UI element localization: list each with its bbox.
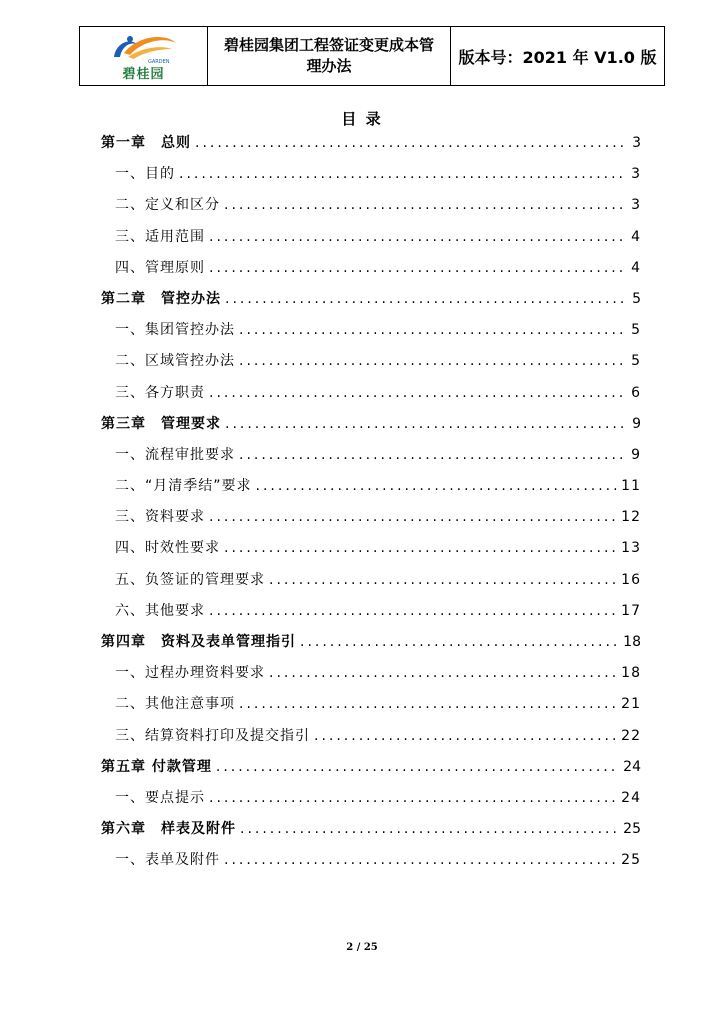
toc-entry-label: 第五章 付款管理 bbox=[101, 758, 212, 775]
toc-section-entry[interactable] bbox=[101, 689, 641, 720]
toc-section-entry[interactable] bbox=[101, 565, 641, 596]
toc-entry-label: 六、其他要求 bbox=[115, 602, 205, 619]
toc-entry-page: 13 bbox=[621, 540, 641, 557]
toc-section-entry[interactable] bbox=[101, 533, 641, 564]
toc-entry-label: 四、管理原则 bbox=[115, 259, 205, 276]
toc-entry-page: 5 bbox=[631, 322, 641, 339]
toc-entry-page: 9 bbox=[631, 446, 641, 463]
toc-entry-page: 17 bbox=[621, 602, 641, 619]
document-header bbox=[79, 26, 665, 86]
toc-dot-leader bbox=[300, 627, 619, 658]
toc-dot-leader bbox=[239, 440, 627, 471]
toc-entry-page: 21 bbox=[621, 696, 641, 713]
toc-entry-label: 第一章 总则 bbox=[101, 135, 191, 151]
toc-dot-leader bbox=[209, 783, 617, 814]
toc-entry-page: 25 bbox=[623, 821, 641, 838]
toc-section-entry[interactable] bbox=[101, 658, 641, 689]
toc-entry-page: 16 bbox=[621, 571, 641, 588]
toc-entry-label: 三、适用范围 bbox=[115, 228, 205, 245]
logo-cell bbox=[80, 27, 207, 85]
toc-entry-label: 二、其他注意事项 bbox=[115, 696, 235, 713]
toc-dot-leader bbox=[224, 190, 627, 221]
toc-list bbox=[101, 128, 641, 877]
toc-entry-page: 25 bbox=[621, 852, 641, 869]
toc-entry-label: 一、集团管控办法 bbox=[115, 322, 235, 339]
toc-dot-leader bbox=[224, 533, 617, 564]
toc-entry-label: 一、流程审批要求 bbox=[115, 446, 235, 463]
toc-dot-leader bbox=[216, 752, 619, 783]
toc-entry-page: 3 bbox=[631, 197, 641, 214]
toc-entry-label: 一、目的 bbox=[115, 166, 175, 183]
toc-entry-label: 三、资料要求 bbox=[115, 509, 205, 526]
toc-entry-page: 18 bbox=[621, 665, 641, 682]
toc-chapter-entry[interactable] bbox=[101, 814, 641, 845]
toc-dot-leader bbox=[239, 346, 627, 377]
toc-chapter-entry[interactable] bbox=[101, 284, 641, 315]
toc-chapter-entry[interactable] bbox=[101, 627, 641, 658]
toc-entry-page: 18 bbox=[623, 634, 641, 650]
toc-entry-label: 第二章 管控办法 bbox=[101, 290, 221, 307]
toc-entry-page: 24 bbox=[623, 758, 641, 775]
toc-entry-page: 4 bbox=[631, 259, 641, 276]
toc-chapter-entry[interactable] bbox=[101, 752, 641, 783]
toc-entry-page: 9 bbox=[632, 415, 641, 432]
toc-section-entry[interactable] bbox=[101, 783, 641, 814]
toc-entry-label: 一、表单及附件 bbox=[115, 852, 220, 869]
toc-entry-label: 四、时效性要求 bbox=[115, 540, 220, 557]
toc-dot-leader bbox=[269, 658, 617, 689]
toc-entry-label: 五、负签证的管理要求 bbox=[115, 571, 265, 588]
toc-section-entry[interactable] bbox=[101, 596, 641, 627]
toc-entry-label: 一、过程办理资料要求 bbox=[115, 665, 265, 682]
toc-entry-label: 第四章 资料及表单管理指引 bbox=[101, 634, 296, 650]
toc-dot-leader bbox=[269, 565, 617, 596]
toc-entry-page: 4 bbox=[631, 228, 641, 245]
toc-entry-label: 第三章 管理要求 bbox=[101, 415, 221, 432]
toc-entry-label: 二、定义和区分 bbox=[115, 197, 220, 214]
toc-section-entry[interactable] bbox=[101, 190, 641, 221]
toc-section-entry[interactable] bbox=[101, 222, 641, 253]
toc-dot-leader bbox=[225, 409, 628, 440]
toc-dot-leader bbox=[209, 378, 627, 409]
toc-section-entry[interactable] bbox=[101, 721, 641, 752]
toc-section-entry[interactable] bbox=[101, 440, 641, 471]
toc-entry-page: 3 bbox=[631, 166, 641, 183]
toc-section-entry[interactable] bbox=[101, 502, 641, 533]
toc-dot-leader bbox=[209, 596, 617, 627]
toc-dot-leader bbox=[239, 315, 627, 346]
toc-section-entry[interactable] bbox=[101, 378, 641, 409]
toc-dot-leader bbox=[239, 689, 617, 720]
toc-dot-leader bbox=[224, 845, 617, 876]
toc-dot-leader bbox=[209, 502, 617, 533]
toc-section-entry[interactable] bbox=[101, 253, 641, 284]
toc-entry-label: 二、“月清季结”要求 bbox=[115, 478, 252, 495]
toc-entry-label: 第六章 样表及附件 bbox=[101, 821, 236, 838]
toc-entry-page: 11 bbox=[621, 478, 641, 495]
toc-dot-leader bbox=[195, 128, 628, 159]
toc-entry-page: 12 bbox=[621, 509, 641, 526]
toc-dot-leader bbox=[209, 253, 627, 284]
toc-entry-page: 24 bbox=[621, 789, 641, 806]
logo-text: 碧桂园 bbox=[122, 66, 165, 82]
toc-entry-label: 三、各方职责 bbox=[115, 384, 205, 401]
toc-entry-page: 6 bbox=[631, 384, 641, 401]
toc-entry-page: 22 bbox=[621, 727, 641, 744]
document-title: 碧桂园集团工程签证变更成本管理办法 bbox=[207, 27, 450, 85]
toc-section-entry[interactable] bbox=[101, 159, 641, 190]
version-label: 版本号：2021 年 V1.0 版 bbox=[450, 27, 664, 85]
toc-entry-page: 3 bbox=[632, 135, 641, 151]
logo-swoosh-icon bbox=[108, 31, 180, 65]
svg-text:GARDEN: GARDEN bbox=[147, 58, 170, 65]
toc-dot-leader bbox=[225, 284, 628, 315]
toc-entry-label: 三、结算资料打印及提交指引 bbox=[115, 727, 310, 744]
toc-section-entry[interactable] bbox=[101, 845, 641, 876]
page-number: 2 / 25 bbox=[346, 942, 378, 953]
toc-entry-label: 一、要点提示 bbox=[115, 789, 205, 806]
toc-entry-label: 二、区域管控办法 bbox=[115, 353, 235, 370]
toc-dot-leader bbox=[314, 721, 617, 752]
toc-section-entry[interactable] bbox=[101, 346, 641, 377]
toc-section-entry[interactable] bbox=[101, 315, 641, 346]
toc-dot-leader bbox=[256, 471, 618, 502]
toc-dot-leader bbox=[209, 222, 627, 253]
toc-dot-leader bbox=[179, 159, 627, 190]
toc-entry-page: 5 bbox=[631, 353, 641, 370]
toc-section-entry[interactable] bbox=[101, 471, 641, 502]
toc-dot-leader bbox=[240, 814, 619, 845]
toc-chapter-entry[interactable] bbox=[101, 409, 641, 440]
toc-chapter-entry[interactable] bbox=[101, 128, 641, 159]
toc-title: 目 录 bbox=[341, 110, 383, 128]
toc-entry-page: 5 bbox=[632, 290, 641, 307]
company-logo bbox=[108, 31, 180, 82]
